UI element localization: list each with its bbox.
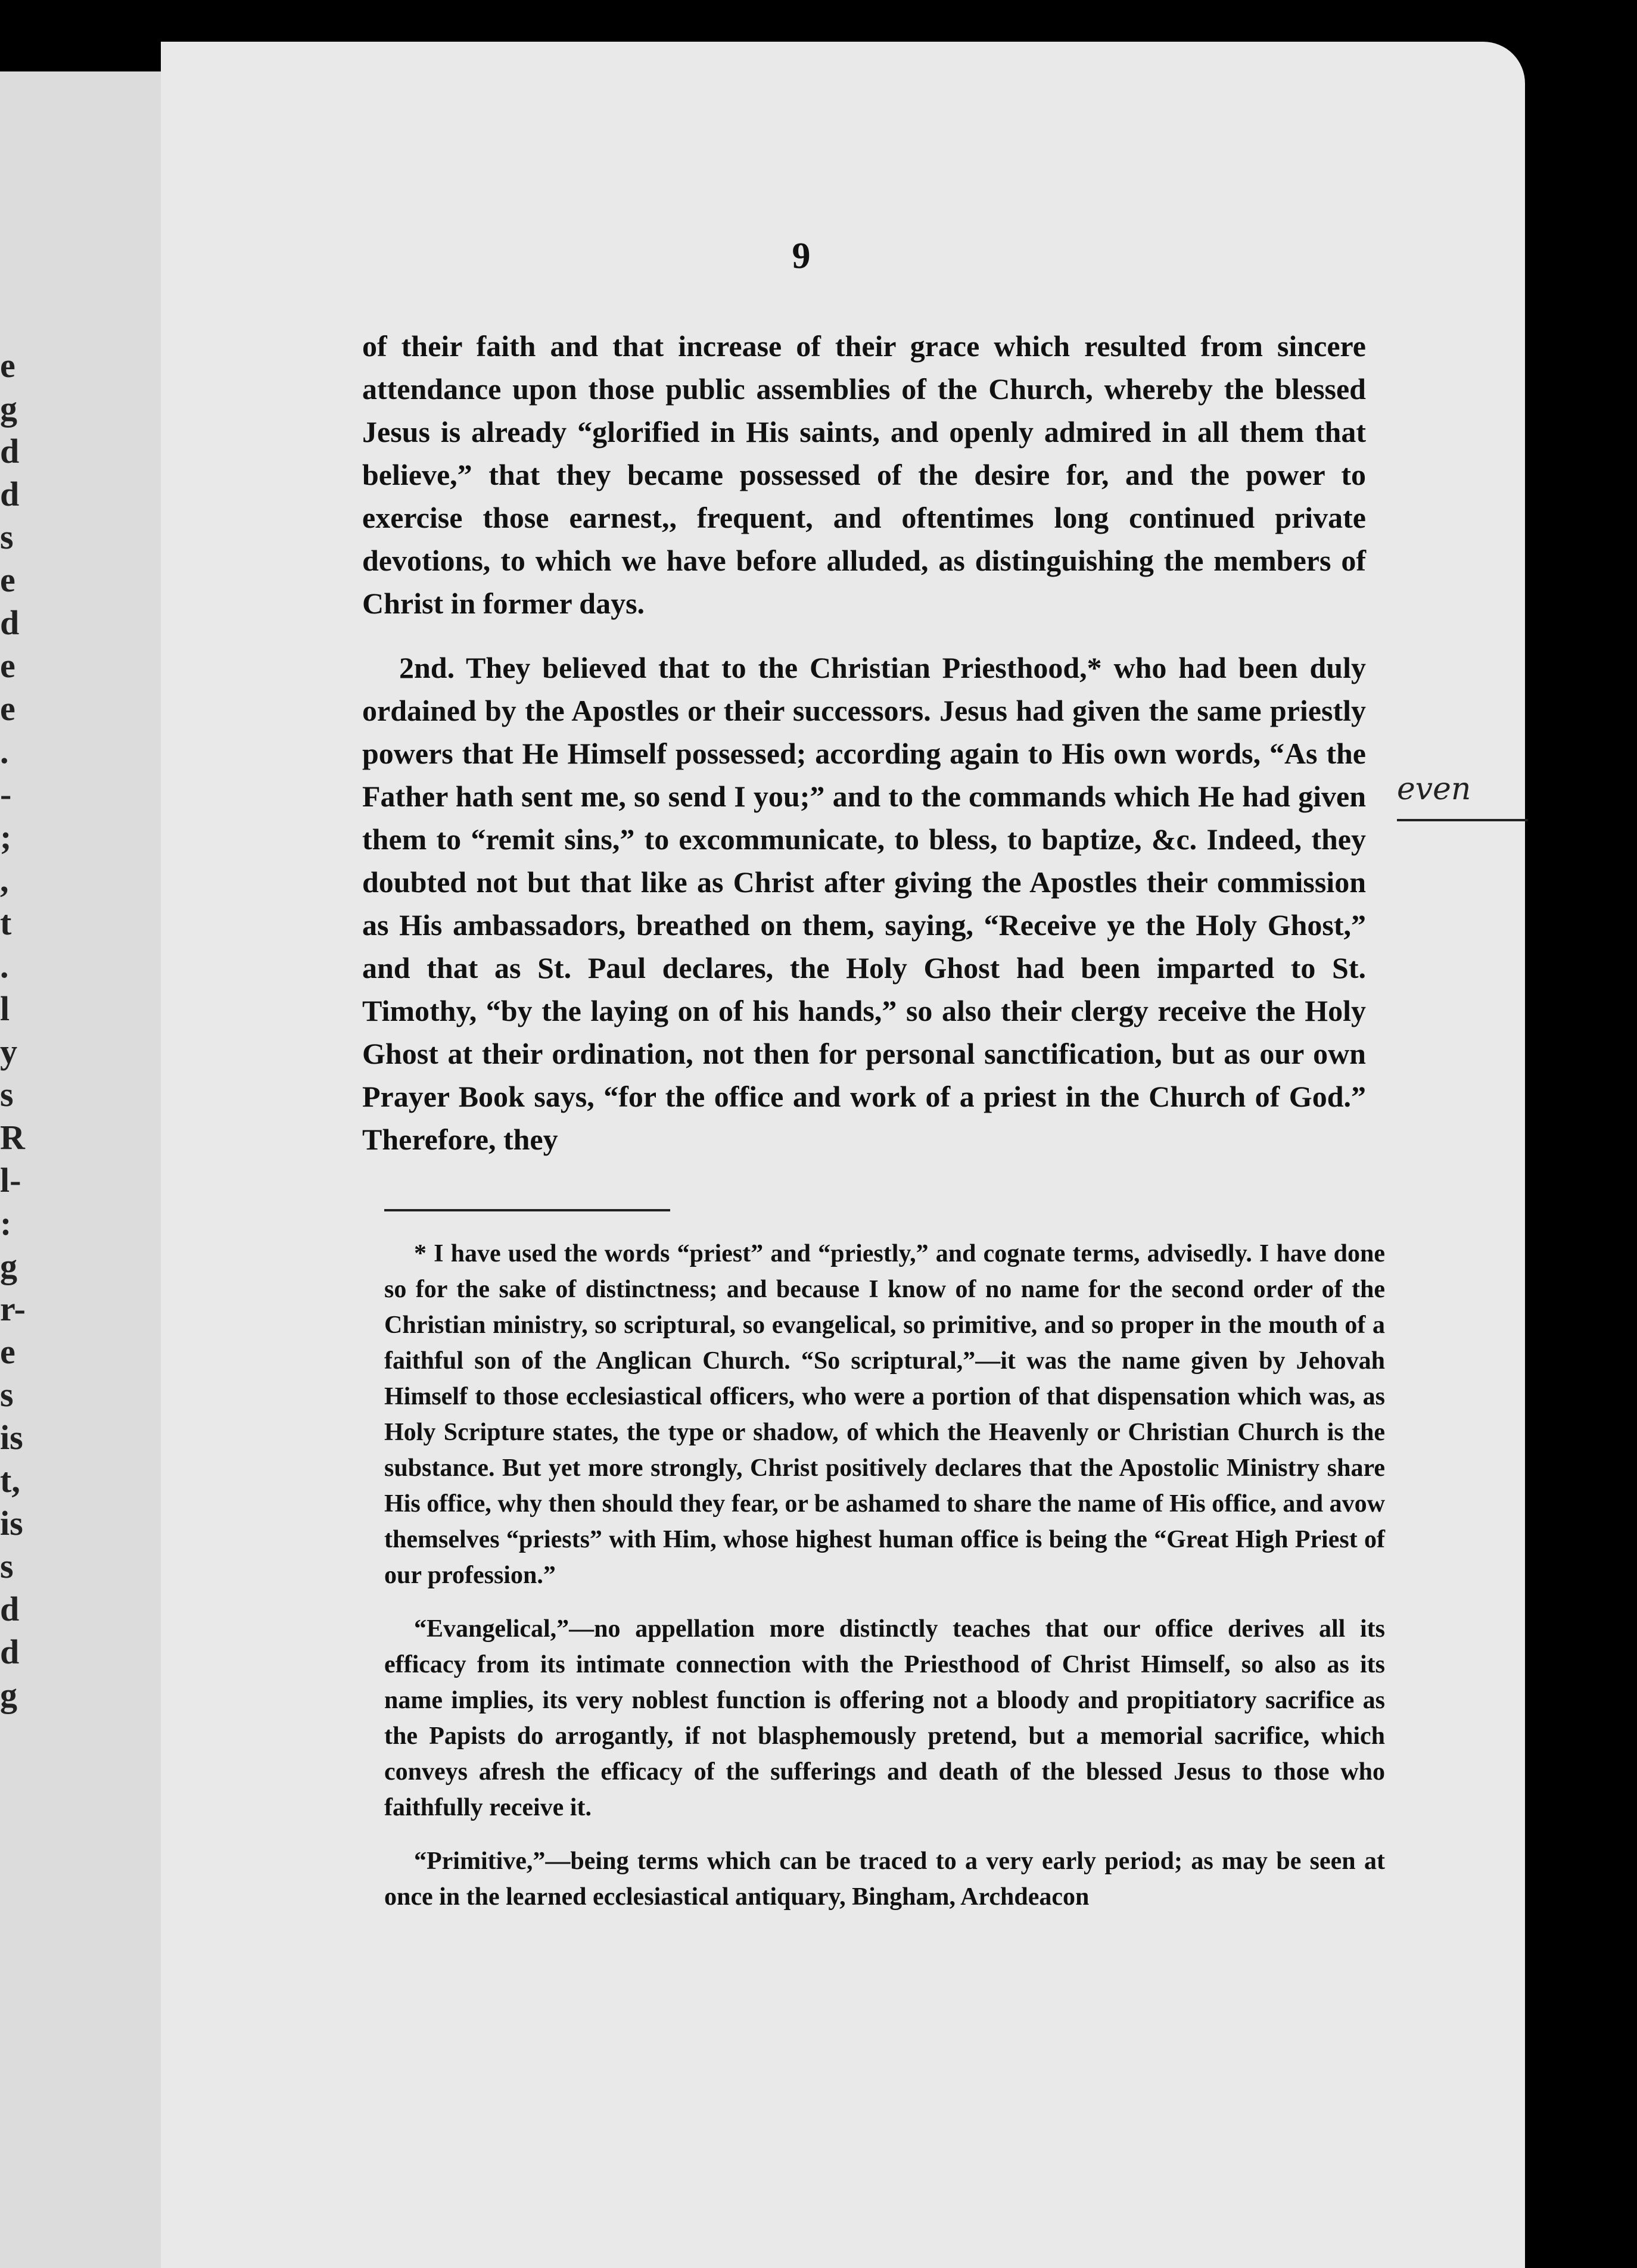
left-page-fragment: l xyxy=(0,989,10,1028)
body-paragraph-1: of their faith and that increase of their grace which resulted from sincere attendance upon those public assemblies of the Church, whereby the blessed Jesus is already “glorified in His saints, and openly admired in all them that believe,” that they became possessed of the desire for, and the power to exercise those earnest,, frequent, and oftentimes long continued private devotions, to which we have before alluded, as distinguishing the members of Christ in former days. xyxy=(362,329,1366,620)
left-page-text-fragments xyxy=(0,71,161,2268)
handwritten-margin-note: even xyxy=(1397,771,1528,821)
left-page-fragment: : xyxy=(0,1204,12,1242)
left-page-fragment: e xyxy=(0,1332,15,1371)
left-page-fragment: t, xyxy=(0,1461,20,1500)
left-page-fragment: e xyxy=(0,646,15,685)
left-page-fragment: d xyxy=(0,1633,20,1671)
footnote-paragraph-1: * I have used the words “priest” and “priestly,” and cognate terms, advisedly. I have done so for the sake of distinctness; and because I know of no name for the second order of the Christian ministry, so scriptural, so evangelical, so primitive, and so proper in the mouth of a faithful son of the Anglican Church. “So scriptural,”—it was the name given by Jehovah Himself to those ecclesiastical officers, who were a portion of that dispensation which was, as Holy Scripture states, the type or shadow, of which the Heavenly or Christian Church is the substance. But yet more strongly, Christ positively declares that the Apostolic Ministry share His office, why then should they fear, or be ashamed to share the name of His office, and avow themselves “priests” with Him, whose highest human office is being the “Great High Priest of our profession.” xyxy=(384,1240,1385,1589)
left-page-fragment: l- xyxy=(0,1161,21,1200)
left-page-fragment: e xyxy=(0,346,15,385)
left-page-fragment: e xyxy=(0,689,15,728)
left-page-fragment: s xyxy=(0,518,14,556)
left-page-fragment: is xyxy=(0,1504,23,1543)
left-page-fragment: d xyxy=(0,1590,20,1628)
left-page-fragment: r- xyxy=(0,1289,26,1328)
left-page-fragment: . xyxy=(0,946,9,985)
left-page-fragment: R xyxy=(0,1118,25,1157)
left-page-fragment: ; xyxy=(0,818,12,856)
left-page-fragment: g xyxy=(0,1675,17,1714)
left-page-fragment: d xyxy=(0,432,20,471)
left-page-fragment: s xyxy=(0,1547,14,1585)
left-page-fragment: t xyxy=(0,904,12,942)
left-page-fragment: d xyxy=(0,475,20,513)
body-text xyxy=(362,325,1366,1182)
left-page-fragment: is xyxy=(0,1418,23,1457)
footnote xyxy=(384,1236,1385,1933)
left-page-fragment: e xyxy=(0,560,15,599)
left-page-fragment: . xyxy=(0,732,9,771)
body-paragraph-2: 2nd. They believed that to the Christian Priesthood,* who had been duly ordained by the Apostles or their successors. Jesus had given the same priestly powers that He Himself possessed; according again to His own words, “As the Father hath sent me, so send I you;” and to the commands which He had given them to “remit sins,” to excommunicate, to bless, to baptize, &c. Indeed, they doubted not but that like as Christ after giving the Apostles their commission as His ambassadors, breathed on them, saying, “Receive ye the Holy Ghost,” and that as St. Paul declares, the Holy Ghost had been imparted to St. Timothy, “by the laying on of his hands,” so also their clergy receive the Holy Ghost at their ordination, not then for personal sanctification, but as our own Prayer Book says, “for the office and work of a priest in the Church of God.” Therefore, they xyxy=(362,651,1366,1156)
left-page-fragment: y xyxy=(0,1032,17,1071)
left-page-fragment: g xyxy=(0,389,17,428)
footnote-rule xyxy=(384,1209,670,1211)
footnote-paragraph-2: “Evangelical,”—no appellation more distinctly teaches that our office derives all its efficacy from its intimate connection with the Priesthood of Christ Himself, so also as its name implies, its very noblest function is offering not a bloody and propitiatory sacrifice as the Papists do arrogantly, if not blasphemously pretend, but a memorial sacrifice, which conveys afresh the efficacy of the sufferings and death of the blessed Jesus to those who faithfully receive it. xyxy=(384,1615,1385,1821)
left-page-fragment: s xyxy=(0,1075,14,1114)
page-number: 9 xyxy=(792,236,811,276)
left-page-fragment: - xyxy=(0,775,12,814)
left-page-fragment: s xyxy=(0,1375,14,1414)
left-page-fragment: d xyxy=(0,603,20,642)
footnote-paragraph-3: “Primitive,”—being terms which can be traced to a very early period; as may be seen at once in the learned ecclesiastical antiquary, Bingham, Archdeacon xyxy=(384,1848,1385,1911)
left-page-fragment: g xyxy=(0,1247,17,1285)
left-page-fragment: , xyxy=(0,861,9,899)
left-page-edge xyxy=(0,71,163,2268)
